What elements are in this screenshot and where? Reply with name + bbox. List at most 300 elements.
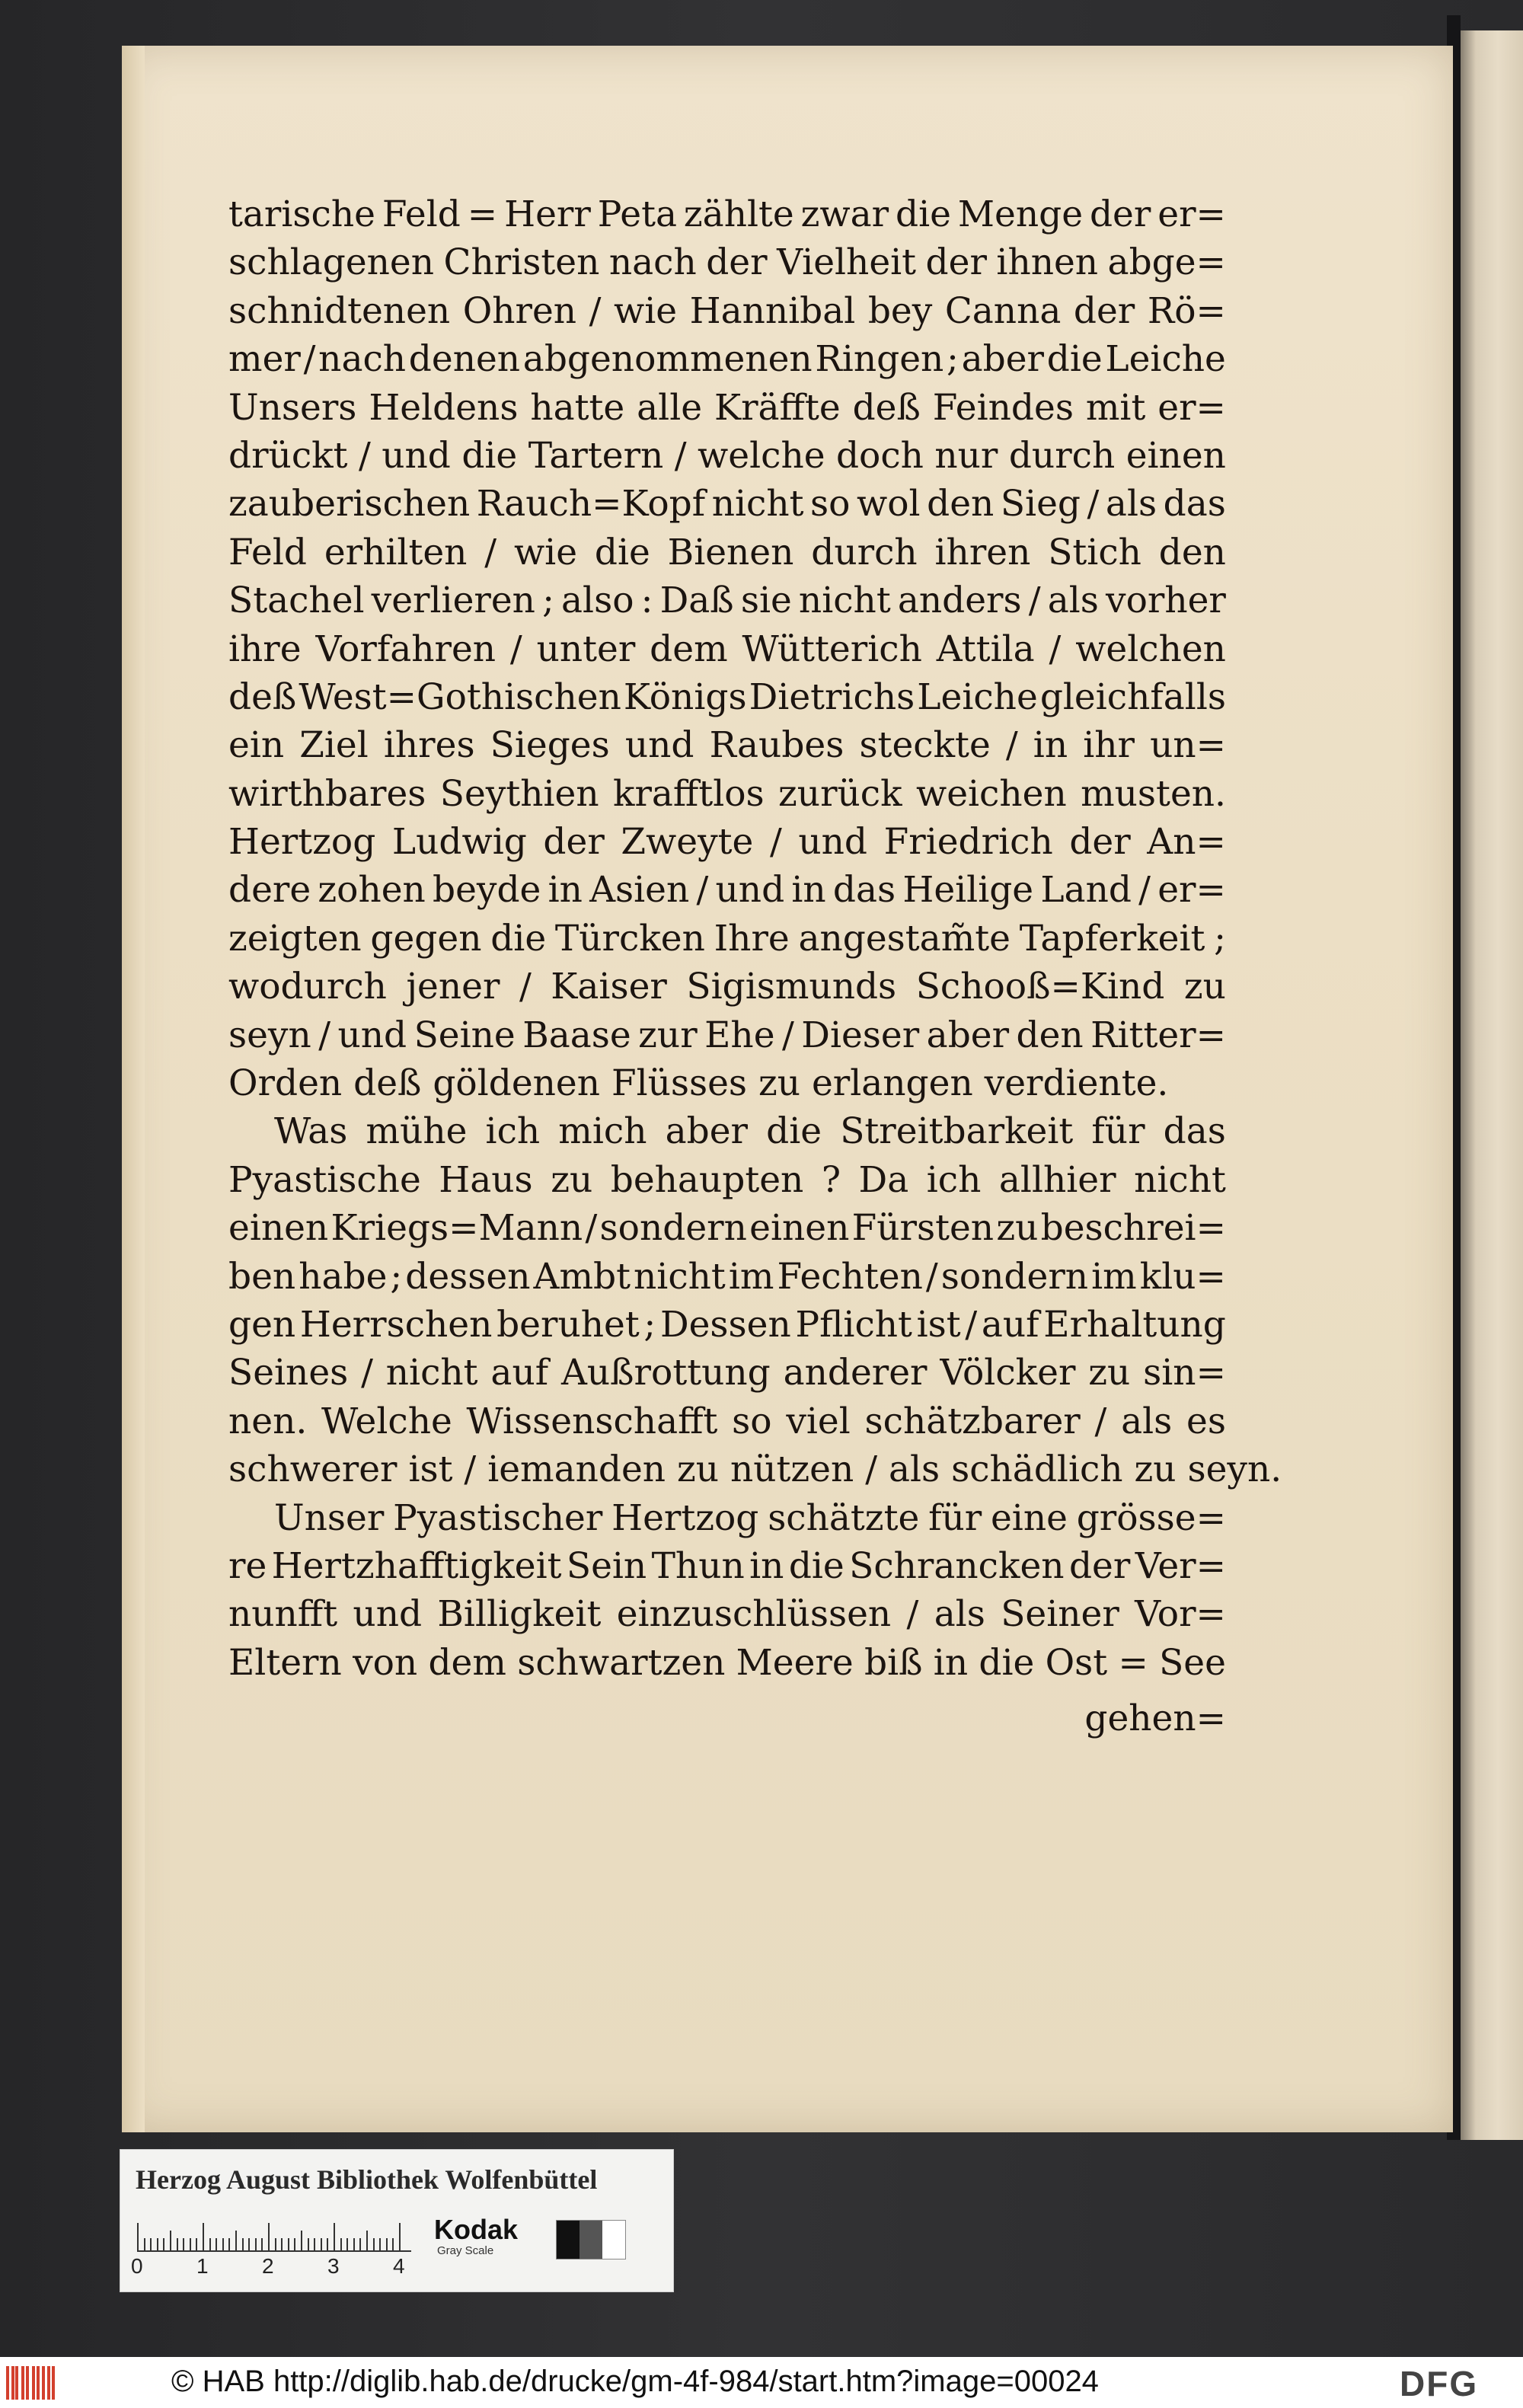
ruler-tick: [248, 2238, 250, 2250]
word: sin=: [1143, 1352, 1226, 1394]
word: er=: [1157, 869, 1226, 912]
ruler-tick: [216, 2238, 217, 2250]
word: er=: [1157, 386, 1226, 429]
ruler-tick: [190, 2238, 191, 2250]
word: Ludwig: [391, 821, 527, 864]
word: Menge: [957, 193, 1084, 235]
ruler-number-3: 3: [327, 2254, 340, 2278]
word: anderer: [783, 1352, 928, 1394]
word: Friedrich: [883, 821, 1053, 864]
word: mit: [1085, 386, 1146, 429]
word: wie: [513, 531, 578, 573]
word: Leiche: [1105, 338, 1226, 381]
word: =: [467, 193, 498, 235]
library-name: Herzog August Bibliothek Wolfenbüttel: [136, 2164, 598, 2195]
ruler-tick: [255, 2238, 257, 2250]
word: zu: [1088, 1352, 1131, 1394]
word: Sigismunds: [686, 966, 897, 1008]
word: und: [382, 434, 451, 477]
word: /: [585, 1207, 598, 1250]
word: ihr: [1083, 724, 1135, 767]
word: in: [791, 869, 826, 912]
ruler-tick: [359, 2238, 361, 2250]
word: musten.: [1081, 772, 1226, 815]
ruler-number-0: 0: [131, 2254, 143, 2278]
word: schnidtenen: [228, 289, 451, 332]
text-line-18: [228, 1011, 1226, 1059]
word: behaupten: [610, 1158, 804, 1201]
word: Pyastische: [228, 1158, 421, 1201]
ruler-tick: [144, 2238, 145, 2250]
word: zur: [638, 1014, 698, 1056]
word: ihren: [934, 531, 1031, 573]
word: die: [979, 1641, 1035, 1684]
word: grösse=: [1076, 1496, 1226, 1539]
word: angestam̃te: [798, 917, 1011, 960]
word: im: [728, 1255, 774, 1298]
word: Was: [274, 1110, 348, 1153]
barcode-bar: [52, 2366, 55, 2400]
ruler-tick: [379, 2238, 381, 2250]
ruler-tick: [228, 2238, 230, 2250]
word: Herrschen: [299, 1303, 493, 1346]
ruler-tick: [157, 2238, 158, 2250]
word: /: [906, 1593, 919, 1636]
word: Pyastischer: [393, 1496, 603, 1539]
ruler-tick: [392, 2238, 394, 2250]
word: er=: [1157, 193, 1226, 235]
ruler-tick: [196, 2238, 197, 2250]
text-line-13: [228, 770, 1226, 818]
word: /: [1049, 628, 1062, 670]
word: ihres: [383, 724, 475, 767]
word: der: [543, 821, 605, 864]
word: Hertzhafftigkeit: [271, 1544, 562, 1587]
word: Seines: [228, 1352, 349, 1394]
word: von: [353, 1641, 418, 1684]
word: der: [925, 241, 987, 284]
word: doch: [835, 434, 924, 477]
ruler-tick: [209, 2238, 211, 2250]
ruler-tick: [177, 2238, 178, 2250]
word: Attila: [936, 628, 1035, 670]
barcode-bar: [6, 2366, 9, 2400]
word: Vor=: [1135, 1593, 1226, 1636]
word: und: [715, 869, 785, 912]
word: Feld: [228, 531, 307, 573]
ruler-tick: [340, 2238, 342, 2250]
word: Eltern: [228, 1641, 342, 1684]
word: ;: [390, 1255, 403, 1298]
barcode-bar: [42, 2366, 45, 2400]
ruler-tick: [268, 2223, 270, 2250]
word: welchen: [1075, 628, 1226, 670]
page-text: [228, 190, 1282, 1743]
word: Schooß=Kind: [915, 966, 1165, 1008]
word: ich: [926, 1158, 982, 1201]
word: Christen: [443, 241, 600, 284]
word: nunfft: [228, 1593, 338, 1636]
word: das: [1163, 483, 1226, 525]
ruler-tick: [327, 2238, 328, 2250]
ruler-tick: [366, 2231, 368, 2250]
color-scale-card: [120, 2149, 674, 2292]
word: tarische: [228, 193, 375, 235]
word: einen: [1125, 434, 1226, 477]
word: Herr: [504, 193, 591, 235]
ruler-scale: [137, 2220, 411, 2252]
word: zu: [1183, 966, 1226, 1008]
word: gleichfalls: [1039, 675, 1226, 718]
word: Feld: [382, 193, 461, 235]
word: Schrancken: [849, 1544, 1065, 1587]
word: Heldens: [369, 386, 519, 429]
word: es: [1186, 1400, 1226, 1442]
word: ist: [916, 1303, 961, 1346]
ruler-number-2: 2: [262, 2254, 274, 2278]
word: Fürsten: [851, 1207, 995, 1250]
word: Bienen: [667, 531, 794, 573]
word: Leiche: [917, 675, 1038, 718]
word: /: [1005, 724, 1018, 767]
footer-bar: [0, 2357, 1523, 2408]
word: ;: [947, 338, 959, 381]
ruler-tick: [183, 2238, 184, 2250]
word: :: [640, 580, 653, 622]
ruler-tick: [308, 2238, 309, 2250]
text-line-3: [228, 287, 1226, 335]
word: die: [788, 1544, 845, 1587]
dfg-logo: DFG: [1400, 2364, 1479, 2403]
word: dere: [228, 869, 311, 912]
ruler-tick: [242, 2238, 244, 2250]
word: der: [1069, 821, 1131, 864]
word: Seiner: [1001, 1593, 1119, 1636]
word: Erhaltung: [1043, 1303, 1226, 1346]
catchword: gehen=: [1084, 1697, 1226, 1740]
word: in: [548, 869, 583, 912]
word: ich: [485, 1110, 541, 1153]
word: nen.: [228, 1400, 308, 1442]
ruler-tick: [353, 2238, 355, 2250]
ruler-tick: [301, 2231, 302, 2250]
word: Völcker: [940, 1352, 1076, 1394]
word: die: [490, 917, 547, 960]
word: /: [361, 1352, 373, 1394]
word: Türcken: [554, 917, 705, 960]
word: /: [484, 531, 497, 573]
word: zeigten: [228, 917, 362, 960]
word: Ohren: [462, 289, 577, 332]
word: /: [358, 434, 371, 477]
word: Rauch=Kopf: [476, 483, 706, 525]
text-line-20: [228, 1107, 1226, 1155]
word: Kräffte: [714, 386, 841, 429]
ruler-tick: [321, 2238, 322, 2250]
ruler-tick: [288, 2238, 289, 2250]
word: nicht: [798, 580, 891, 622]
word: /: [781, 1014, 794, 1056]
word: in: [933, 1641, 969, 1684]
word: sondern: [599, 1207, 747, 1250]
word: Vielheit: [777, 241, 917, 284]
word: ?: [821, 1158, 841, 1201]
word: viel: [786, 1400, 851, 1442]
ruler-number-1: 1: [196, 2254, 209, 2278]
word: /: [1087, 483, 1100, 525]
patch-black: [557, 2221, 580, 2259]
word: zwar: [800, 193, 889, 235]
word: Ambt: [533, 1255, 631, 1298]
word: Sieg: [1000, 483, 1081, 525]
ruler-tick: [203, 2223, 204, 2250]
ruler-tick: [346, 2238, 348, 2250]
word: Ver=: [1135, 1544, 1226, 1587]
barcode-bar: [32, 2366, 35, 2400]
text-line-8: [228, 529, 1226, 576]
word: die: [594, 531, 650, 573]
word: das: [832, 869, 896, 912]
text-line-2: [228, 238, 1226, 286]
word: schwartzen: [517, 1641, 726, 1684]
text-line-30: [228, 1590, 1226, 1638]
word: denen: [408, 338, 521, 381]
ruler-tick: [137, 2223, 139, 2250]
text-line-21: [228, 1156, 1226, 1204]
word: /: [674, 434, 687, 477]
word: unter: [536, 628, 636, 670]
word: der: [1089, 193, 1151, 235]
word: Ihre: [714, 917, 790, 960]
ruler-tick: [334, 2223, 335, 2250]
word: Stachel: [228, 580, 365, 622]
word: mer: [228, 338, 301, 381]
word: Meere: [736, 1641, 854, 1684]
word: anders: [897, 580, 1022, 622]
ruler-tick: [386, 2238, 388, 2250]
word: hatte: [530, 386, 625, 429]
word: allhier: [998, 1158, 1116, 1201]
word: Seythien: [439, 772, 599, 815]
word: einen: [749, 1207, 850, 1250]
word: gegen: [370, 917, 482, 960]
word: krafftlos: [612, 772, 765, 815]
facing-page-shadow: [1461, 30, 1476, 2140]
word: den: [1158, 531, 1226, 573]
ruler-tick: [373, 2238, 375, 2250]
word: nur: [934, 434, 998, 477]
word: Haus: [439, 1158, 533, 1201]
word: ihre: [228, 628, 302, 670]
word: welche: [698, 434, 825, 477]
word: /: [696, 869, 709, 912]
text-line-29: [228, 1542, 1226, 1590]
word: An=: [1147, 821, 1226, 864]
word: /: [1028, 580, 1041, 622]
text-line-27: schwerer ist / iemanden zu nützen / als schädlich zu seyn.: [228, 1448, 1282, 1491]
text-line-12: [228, 721, 1226, 769]
word: Vorfahren: [315, 628, 496, 670]
word: biß: [864, 1641, 923, 1684]
word: beruhet: [496, 1303, 640, 1346]
word: Ehe: [704, 1014, 775, 1056]
gray-patch: [556, 2220, 626, 2259]
word: so: [732, 1400, 772, 1442]
word: Da: [858, 1158, 909, 1201]
text-line-1: [228, 190, 1226, 238]
word: nicht: [711, 483, 804, 525]
page-edge: [122, 46, 145, 2132]
word: zu: [551, 1158, 593, 1201]
text-line-6: [228, 432, 1226, 480]
word: einen: [228, 1207, 329, 1250]
word: für: [1091, 1110, 1145, 1153]
text-line-5: [228, 384, 1226, 432]
word: schätzte: [768, 1496, 920, 1539]
word: durch: [811, 531, 918, 573]
word: /: [965, 1303, 978, 1346]
word: /: [1094, 1400, 1107, 1442]
word: Dessen: [659, 1303, 791, 1346]
ruler-tick: [222, 2238, 224, 2250]
word: deß: [852, 386, 921, 429]
word: verlieren: [371, 580, 535, 622]
word: ein: [228, 724, 285, 767]
word: erhilten: [324, 531, 468, 573]
word: die: [896, 193, 951, 235]
word: den: [1016, 1014, 1084, 1056]
ruler-numbers: [131, 2254, 420, 2282]
word: See: [1159, 1641, 1226, 1684]
word: der: [1068, 1544, 1131, 1587]
word: beschrei=: [1040, 1207, 1226, 1250]
word: Kaiser: [551, 966, 667, 1008]
ruler-tick: [275, 2238, 276, 2250]
word: und: [353, 1593, 423, 1636]
word: also: [561, 580, 634, 622]
text-line-14: [228, 818, 1226, 866]
word: nicht: [1134, 1158, 1226, 1201]
patch-dark: [580, 2221, 602, 2259]
word: Wissenschafft: [466, 1400, 718, 1442]
word: Dietrichs: [749, 675, 915, 718]
word: Ringen: [815, 338, 944, 381]
word: zurück: [778, 772, 902, 815]
text-line-9: [228, 576, 1226, 624]
word: und: [337, 1014, 407, 1056]
word: im: [1091, 1255, 1137, 1298]
word: als: [1105, 483, 1157, 525]
word: ;: [542, 580, 554, 622]
word: wodurch: [228, 966, 387, 1008]
word: Heilige: [902, 869, 1034, 912]
word: beyde: [433, 869, 541, 912]
word: Kriegs=Mann: [330, 1207, 583, 1250]
word: Hannibal: [689, 289, 856, 332]
patch-white: [602, 2221, 625, 2259]
word: Hertzog: [228, 821, 376, 864]
word: jener: [406, 966, 500, 1008]
word: wirthbares: [228, 772, 426, 815]
word: ;: [1214, 917, 1226, 960]
barcode-bar: [15, 2366, 18, 2400]
text-line-16: [228, 915, 1226, 963]
word: schätzbarer: [864, 1400, 1081, 1442]
word: vorher: [1106, 580, 1226, 622]
ruler-tick: [294, 2238, 295, 2250]
word: in: [749, 1544, 784, 1587]
gray-scale-label: Gray Scale: [437, 2244, 494, 2257]
word: alle: [637, 386, 703, 429]
word: nicht: [634, 1255, 726, 1298]
word: Außrottung: [560, 1352, 771, 1394]
ruler-tick: [235, 2231, 237, 2250]
text-line-22: [228, 1204, 1226, 1252]
barcode-icon: [6, 2366, 59, 2400]
word: Stich: [1048, 531, 1141, 573]
word: /: [769, 821, 782, 864]
copyright-url[interactable]: © HAB http://diglib.hab.de/drucke/gm-4f-984/start.htm?image=00024: [171, 2365, 1099, 2398]
word: und: [624, 724, 694, 767]
word: steckte: [859, 724, 991, 767]
word: schlagenen: [228, 241, 435, 284]
word: Sieges: [490, 724, 610, 767]
word: dessen: [405, 1255, 531, 1298]
word: Seine: [413, 1014, 516, 1056]
word: Tapferkeit: [1019, 917, 1205, 960]
text-line-7: [228, 480, 1226, 528]
barcode-bar: [11, 2366, 14, 2400]
word: die: [461, 434, 518, 477]
word: Fechten: [777, 1255, 923, 1298]
word: als: [1121, 1400, 1173, 1442]
word: bey: [867, 289, 933, 332]
text-line-4: [228, 335, 1226, 383]
text-line-11: [228, 673, 1226, 721]
text-line-28: [228, 1494, 1226, 1542]
word: weichen: [915, 772, 1067, 815]
word: sie: [740, 580, 792, 622]
word: und: [798, 821, 868, 864]
word: Land: [1040, 869, 1132, 912]
word: ihnen: [996, 241, 1099, 284]
word: drückt: [228, 434, 348, 477]
word: =: [1118, 1641, 1148, 1684]
word: Pflicht: [795, 1303, 912, 1346]
word: /: [303, 338, 316, 381]
ruler-tick: [314, 2238, 315, 2250]
word: /: [509, 628, 522, 670]
word: ben: [228, 1255, 296, 1298]
word: /: [1138, 869, 1151, 912]
word: dem: [428, 1641, 506, 1684]
word: Zweyte: [621, 821, 754, 864]
ruler-tick: [163, 2238, 164, 2250]
word: sondern: [940, 1255, 1089, 1298]
kodak-logo: Kodak: [434, 2214, 519, 2245]
barcode-bar: [47, 2366, 50, 2400]
word: Dieser: [801, 1014, 920, 1056]
word: der: [1073, 289, 1135, 332]
word: abge=: [1107, 241, 1226, 284]
word: Ziel: [299, 724, 369, 767]
word: aber: [961, 338, 1044, 381]
barcode-bar: [26, 2366, 29, 2400]
word: dem: [650, 628, 728, 670]
ruler-number-4: 4: [393, 2254, 405, 2278]
word: abgenommenen: [522, 338, 813, 381]
word: die: [766, 1110, 822, 1153]
